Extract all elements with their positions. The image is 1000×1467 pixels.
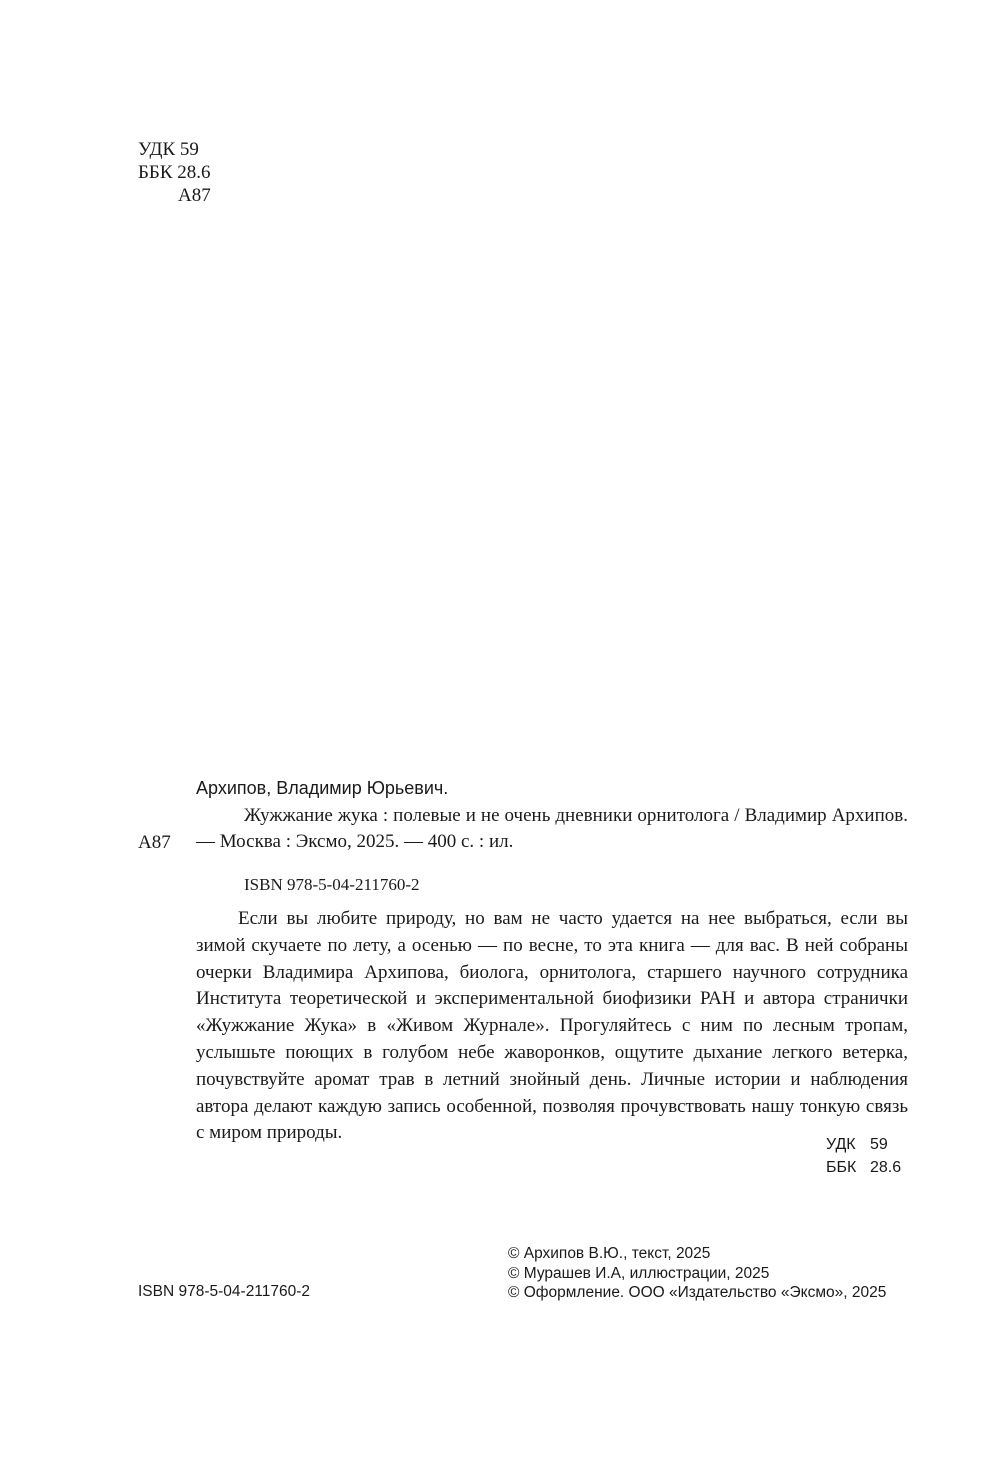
bbk-value: 28.6	[870, 1159, 902, 1176]
bbk-code: ББК 28.6	[138, 162, 211, 183]
top-catalog-codes	[138, 138, 211, 207]
record-title-statement: Жужжание жука : полевые и не очень дневники орнитолога / Владимир Архипов. — Москва : Эксмо, 2025. — 400 с. : ил.	[196, 805, 908, 852]
udk-code: УДК 59	[138, 139, 199, 160]
udk-value: 59	[870, 1136, 888, 1153]
record-annotation: Если вы любите природу, но вам не часто удается на нее выбраться, если вы зимой скучаете по лету, а осенью — по весне, то эта книга — для вас. В ней собраны очерки Владимира Архипова, биолога, орнитолога, старшего научного сотрудника Института теоретической и экспериментальной биофизики РАН и автора странички «Жужжание Жука» в «Живом Журнале». Прогуляйтесь с ним по лесным тропам, услышьте поющих в голубом небе жаворонков, ощутите дыхание легкого ветерка, почувствуйте аромат трав в летний знойный день. Личные истории и наблюдения автора делают каждую запись особенной, позволяя прочувствовать нашу тонкую связь с миром природы.	[196, 908, 908, 1144]
udk-label: УДК	[826, 1136, 856, 1153]
record-isbn: ISBN 978-5-04-211760-2	[244, 875, 420, 894]
author-mark: А87	[178, 185, 211, 206]
udk-row	[826, 1133, 901, 1156]
classification-codes	[826, 1133, 901, 1179]
copyright-illustrations: © Мурашев И.А, иллюстрации, 2025	[508, 1264, 770, 1282]
record-author: Архипов, Владимир Юрьевич.	[196, 778, 449, 798]
copyright-text: © Архипов В.Ю., текст, 2025	[508, 1245, 711, 1262]
copyright-block	[508, 1244, 886, 1303]
record-author-mark: А87	[138, 832, 171, 853]
bbk-row	[826, 1156, 901, 1179]
footer-isbn: ISBN 978-5-04-211760-2	[138, 1283, 311, 1300]
copyright-design: © Оформление. ООО «Издательство «Эксмо», 2025	[508, 1284, 887, 1301]
bbk-label: ББК	[826, 1159, 857, 1176]
